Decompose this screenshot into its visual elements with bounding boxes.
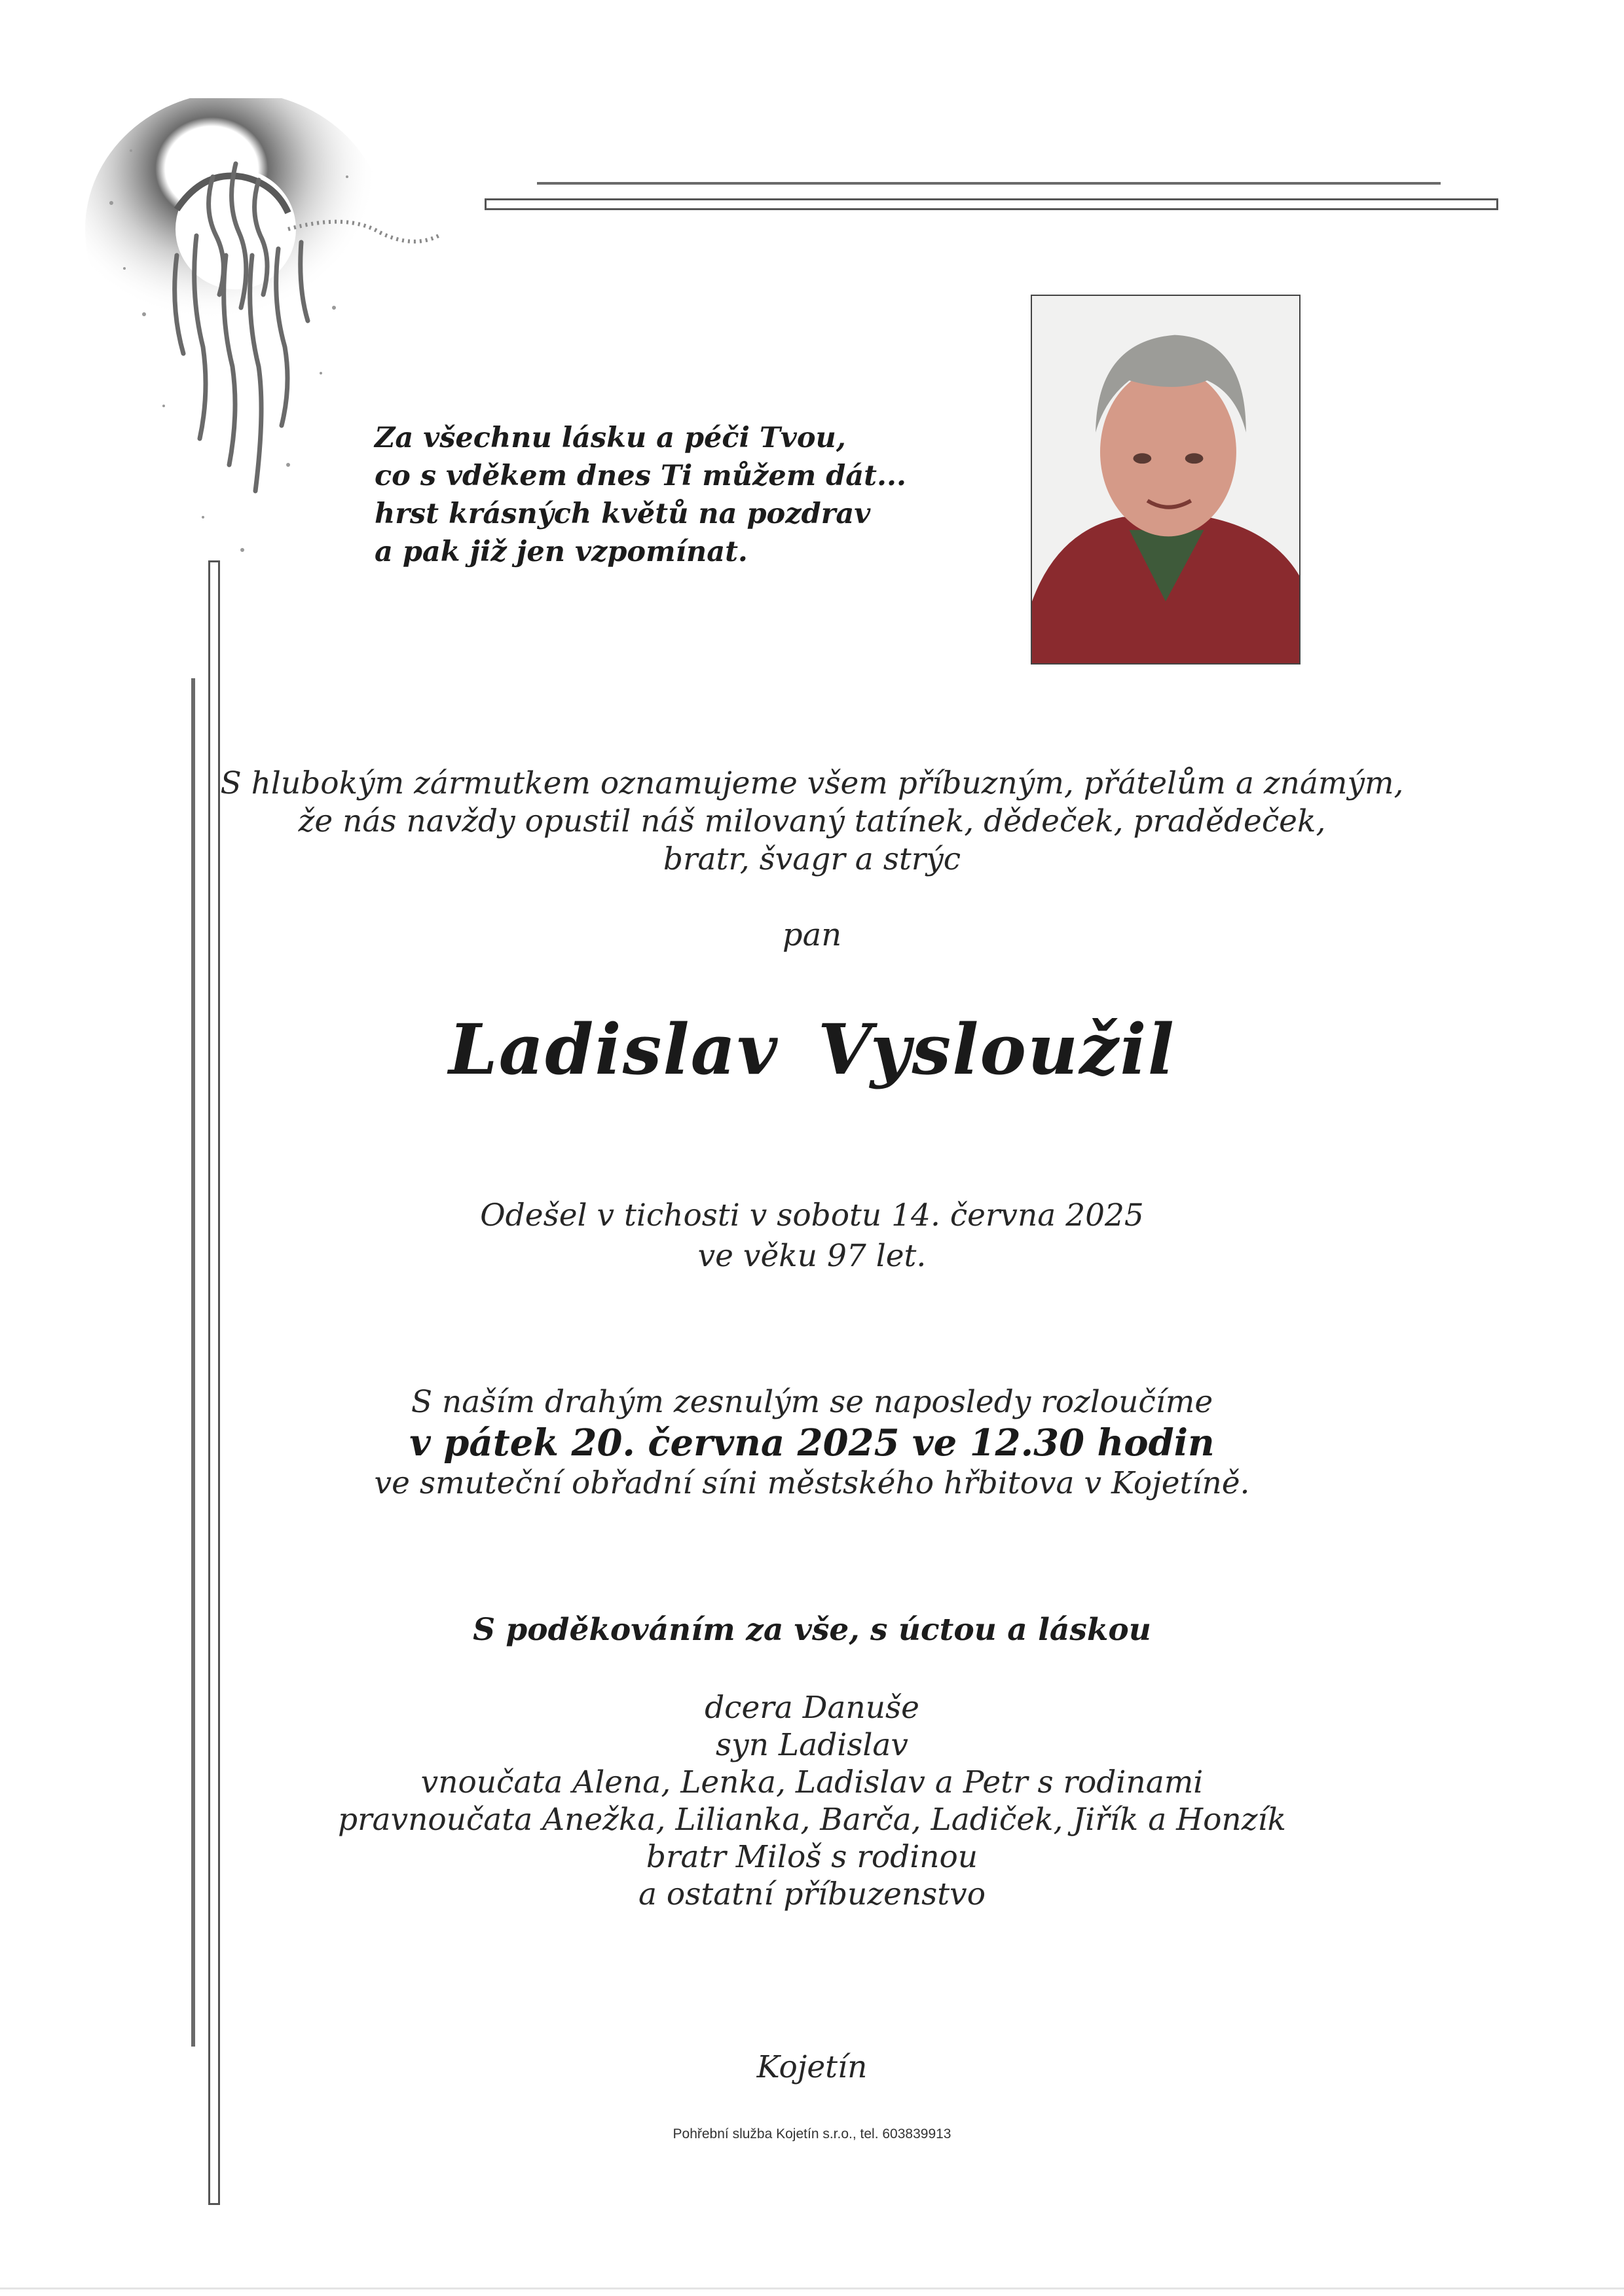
family-member: vnoučata Alena, Lenka, Ladislav a Petr s rodinami — [420, 1764, 1204, 1800]
poem-line: a pak již jen vzpomínat. — [375, 536, 748, 568]
departure-date: Odešel v tichosti v sobotu 14. června 2025 — [480, 1197, 1144, 1233]
deceased-portrait — [1031, 295, 1301, 665]
first-name: Ladislav — [449, 1008, 779, 1090]
announcement-line: že nás navždy opustil náš milovaný tatínek, dědeček, pradědeček, — [298, 803, 1326, 839]
poem-line: Za všechnu lásku a péči Tvou, — [375, 422, 846, 454]
announcement-text — [0, 765, 1624, 879]
poem-line: co s vděkem dnes Ti můžem dát... — [375, 460, 906, 492]
funeral-service-contact: Pohřební služba Kojetín s.r.o., tel. 603839913 — [673, 2126, 951, 2141]
ceremony-info — [0, 1383, 1624, 1503]
ceremony-intro: S naším drahým zesnulým se naposledy rozloučíme — [411, 1384, 1213, 1420]
family-member: pravnoučata Anežka, Lilianka, Barča, Ladiček, Jiřík a Honzík — [338, 1802, 1286, 1838]
family-member: a ostatní příbuzenstvo — [638, 1876, 986, 1912]
ceremony-datetime: v pátek 20. června 2025 ve 12.30 hodin — [409, 1421, 1215, 1465]
honorific-title: pan — [782, 917, 842, 953]
announcement-line: bratr, švagr a strýc — [663, 841, 961, 877]
family-member: dcera Danuše — [705, 1690, 919, 1726]
deceased-name — [0, 1008, 1624, 1090]
memorial-poem — [375, 419, 964, 571]
family-member: syn Ladislav — [716, 1727, 908, 1763]
top-thin-rule — [537, 182, 1441, 185]
last-name: Vysloužil — [817, 1008, 1175, 1090]
family-member: bratr Miloš s rodinou — [646, 1839, 978, 1875]
scan-edge — [0, 2287, 1624, 2289]
family-list — [0, 1689, 1624, 1913]
ceremony-location: ve smuteční obřadní síni městského hřbitova v Kojetíně. — [374, 1465, 1250, 1501]
departure-info — [0, 1195, 1624, 1277]
thanks-line: S poděkováním za vše, s úctou a láskou — [473, 1612, 1151, 1648]
top-box-rule — [485, 198, 1498, 210]
departure-age: ve věku 97 let. — [697, 1238, 927, 1274]
announcement-line: S hlubokým zármutkem oznamujeme všem příbuzným, přátelům a známým, — [220, 765, 1404, 801]
place-name: Kojetín — [756, 2049, 868, 2085]
poem-line: hrst krásných květů na pozdrav — [375, 498, 871, 530]
